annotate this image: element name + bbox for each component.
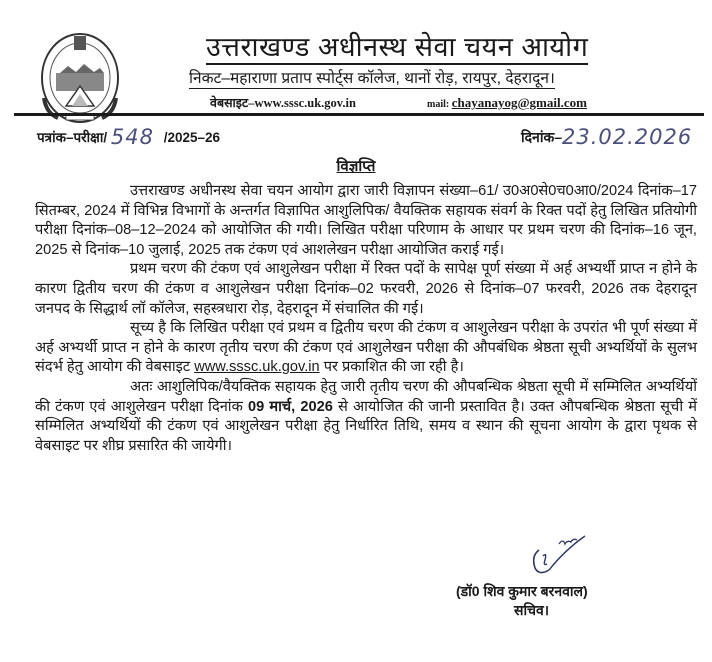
- reference-number-value: 548: [110, 125, 154, 149]
- organization-address: निकट–महाराणा प्रताप स्पोर्ट्स कॉलेज, थानों रोड़, रायपुर, देहरादून।: [189, 70, 555, 87]
- paragraph-3: [35, 319, 697, 378]
- website-link-inline[interactable]: www.sssc.uk.gov.in: [194, 359, 320, 376]
- signatory-designation: सचिव।: [514, 602, 550, 618]
- reference-number: [37, 125, 220, 149]
- reference-label: पत्रांक–परीक्षा/: [37, 130, 108, 145]
- header-divider: [14, 113, 704, 116]
- date-label: दिनांक–: [521, 129, 562, 145]
- notice-body: [35, 182, 697, 456]
- signatory-name: (डॉ0 शिव कुमार बरनवाल): [456, 583, 588, 599]
- paragraph-4: [35, 378, 697, 456]
- paragraph-2: प्रथम चरण की टंकण एवं आशुलेखन परीक्षा में रिक्त पदों के सापेक्ष पूर्ण संख्या में अर्ह अभ्यर्थी प्राप्त न होने के कारण द्वितीय चरण की टंकण व आशुलेखन परीक्षा दिनांक–02 फरवरी, 2026 से दिनांक–07 फरवरी, 2026 तक देहरादून जनपद के सिद्धार्थ लॉ कॉलेज, सहस्त्रधारा रोड़, देहरादून में संचालित की गई।: [35, 261, 697, 317]
- notice-heading: [0, 156, 712, 176]
- exam-date-highlight: 09 मार्च, 2026: [247, 398, 333, 415]
- letter-date: [521, 125, 692, 149]
- reference-year: /2025–26: [163, 130, 221, 145]
- paragraph-4-text: अतः आशुलिपिक/वैयक्तिक सहायक हेतु जारी तृतीय चरण की औपबन्धिक श्रेष्ठता सूची में सम्मिलित अभ्यर्थियों की टंकण एवं आशुलेखन परीक्षा दिनांक: [35, 378, 697, 415]
- email-line: [427, 95, 587, 111]
- email-link[interactable]: chayanayog@gmail.com: [451, 95, 587, 110]
- handwritten-signature-icon: [525, 530, 595, 580]
- organization-title: उत्तराखण्ड अधीनस्थ सेवा चयन आयोग: [206, 32, 588, 65]
- paragraph-1: उत्तराखण्ड अधीनस्थ सेवा चयन आयोग द्वारा जारी विज्ञापन संख्या–61/ उ0अ0से0च0आ0/2024 दिनांक–17 सितम्बर, 2024 में विभिन्न विभागों के अन्तर्गत विज्ञापित आशुलिपिक/ वैयक्तिक सहायक संवर्ग के रिक्त पदों हेतु लिखित प्रतियोगी परीक्षा दिनांक–08–12–2024 को आयोजित की गयी। लिखित परीक्षा परिणाम के आधार पर प्रथम चरण की दिनांक–16 जून, 2025 से दिनांक–10 जुलाई, 2025 तक टंकण एवं आशलेखन परीक्षा आयोजित कराई गई।: [35, 183, 697, 258]
- notice-heading-text: विज्ञप्ति: [336, 158, 376, 175]
- paragraph-3-text: सूच्य है कि लिखित परीक्षा एवं प्रथम व द्वितीय चरण की टंकण व आशुलेखन परीक्षा के उपरांत भी पूर्ण संख्या में अर्ह अभ्यर्थी प्राप्त न होने के कारण तृतीय चरण की टंकण एवं आशुलेखन परीक्षा की औपबंधिक श्रेष्ठता सूची अभ्यर्थियों के सुलभ संदर्भ हेतु आयोग की वेबसाइट: [35, 320, 697, 376]
- website-line: [210, 94, 356, 111]
- website-link[interactable]: www.sssc.uk.gov.in: [254, 96, 356, 110]
- website-label: वेबसाइट–: [210, 96, 255, 110]
- paragraph-4-tail: से आयोजित की जानी प्रस्तावित है। उक्त औपबन्धिक श्रेष्ठता सूची में सम्मिलित अभ्यर्थियों की टंकण एवं आशुलेखन परीक्षा हेतु निर्धारित तिथि, समय व स्थान की सूचना आयोग के द्वारा पृथक से वेबसाइट पर शीघ्र प्रसारित की जायेगी।: [35, 398, 697, 454]
- email-label: mail:: [427, 99, 452, 110]
- paragraph-3-tail: पर प्रकाशित की जा रही है।: [319, 359, 464, 376]
- date-value: 23.02.2026: [562, 125, 693, 149]
